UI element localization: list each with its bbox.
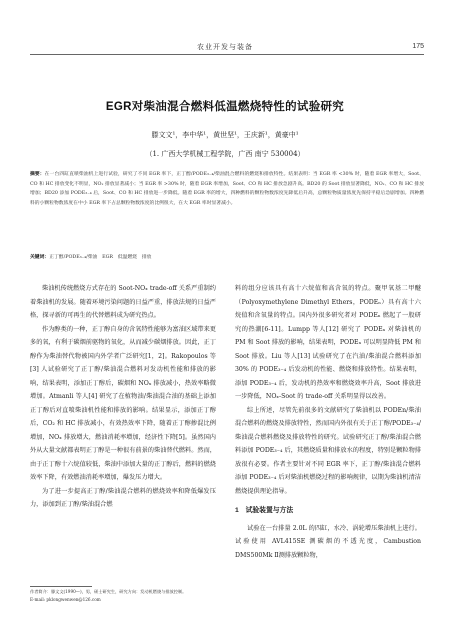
body-paragraph: 为了进一步提高正丁醇/柴油混合燃料的燃烧效率和降低爆发压力，添加到正丁醇/柴油混合燃: [30, 487, 216, 508]
body-right-column: [235, 282, 421, 562]
footnote-rule: [30, 586, 92, 587]
keywords-label: 关键词：: [30, 254, 50, 260]
paper-title: EGR对柴油混合燃料低温燃烧特性的试验研究: [105, 101, 345, 113]
abstract-block: [30, 170, 424, 208]
author-info: 作者简介：滕文文(1990—)，男，硕士研究生，研究方向：发动机燃烧与排放控制。: [30, 589, 187, 594]
section-heading: 1 试验装置与方法: [235, 507, 294, 514]
abstract-text: 在一台四缸直喷柴油机上进行试验，研究了不同 EGR 率下，正丁醇/PODE₃₋₄/柴油混合燃料的燃烧和排放特性。结果表明：当 EGR 率 <30% 时，随着 EGR 率增大，Soot、CO 和 HC 排放变化不明显，NOₓ 排放显著减小；当 EGR 率 >30% 时，随着 EGR 率增加，Soot、CO 和 HC 排放急剧升高。BD20 的 Soot 排放显著降低，NOₓ、CO 和 HC 排放增加；BD20 添加 PODE₃₋₄ 后，Soot、CO 和 HC 排放进一步降低。随着 EGR 率的增大，四种燃料的颗粒物数浓度先降低后升高，总颗粒物质量浓度先保持平稳后急剧增加。四种燃料的小颗粒物数浓度在中小 EGR 率下占总颗粒物数浓度的比例很大，在大 EGR 率时显著减小。: [30, 172, 424, 206]
body-left-column: [30, 282, 216, 512]
header-rule: [30, 54, 424, 55]
author-email: E-mail: pklongwenwen@126.com: [30, 597, 101, 602]
body-paragraph: 料的组分应该具有高十六烷值和高含氧的特点。聚甲氧基二甲醚（Polyoxymethylene Dimethyl Ethers，PODEₙ）具有高十六烷值和含氧量的特点。国内外很多研究者对 PODEₙ 燃起了一股研究的热潮[6-11]。Lumpp 等人[12] 研究了 PODEₙ 对柴油机的 PM 和 Soot 排放的影响，结果表明，PODEₙ 可以明显降低 PM 和 Soot 排放。Liu 等人[13] 试验研究了在汽油/柴油混合燃料添加 30% 的 PODE₃₋₄ 后发动机的性能、燃烧和排放特性。结果表明，添加 PODE₃₋₄ 后，发动机的热效率和燃烧效率升高，Soot 排放进一步降低，NOₓ-Soot 的 trade-off 关系明显得以改善。: [235, 285, 421, 400]
body-paragraph: 柴油机传统燃烧方式存在的 Soot-NOₓ trade-off 关系严重制约着柴油机的发展。随着环境污染问题的日益严重，排放法规的日益严格，探寻新的可再生的代替燃料成为研究热点。: [30, 285, 216, 319]
keywords-block: [30, 253, 424, 263]
page-number: 175: [412, 43, 424, 50]
keywords-text: 正丁醇/PODE₃₋₄/柴油 EGR 低温燃烧 排放: [49, 255, 152, 260]
body-paragraph: 作为醇类的一种，正丁醇自身的含氧特性能够为富油区域带来更多的氧，有利于碳烟前驱物的氧化，从而减少碳烟排放。因此，正丁醇作为柴油替代物被国内外学者广泛研究[1，2]。Rakopoulos 等[3] 人试验研究了正丁醇/柴油混合燃料对发动机性能和排放的影响，结果表明，添加正丁醇后，碳烟和 NOₓ 排放减小，热效率略微增加。Atmanli 等人[4] 研究了在植物油/柴油混合油的基础上添加正丁醇后对直喷柴油机性能和排放的影响。结果显示，添加正丁醇后，CO₂ 和 HC 排放减小，有效热效率下降，随着正丁醇掺混比例增加，NOₓ 排放增大，燃油消耗率增加，经济性下降[5]。虽然国内外从大量文献都表明正丁醇是一种很有前景的柴油替代燃料。然而，由于正丁醇十六烷值较低，柴油中添加大量的正丁醇后，燃料的燃烧效率下降，有效燃油消耗率增加，爆发压力增大。: [30, 325, 216, 481]
abstract-label: 摘要：: [30, 171, 45, 177]
body-paragraph: 综上所述，尽管先前很多的文献研究了柴油机以 PODEn/柴油混合燃料的燃烧及排放特性，然而国内外很有关于正丁醇/PODE₃₋₄/柴油混合燃料燃烧及排放特性的研究。试验研究正丁醇/柴油混合燃料添加 PODE₃₋₄ 后，其燃烧质量和排放水的程度，特别是颗粒物排放很有必要。作者主要针对不同 EGR 率下，正丁醇/柴油混合燃料添加 PODE₃₋₄ 后对柴油机燃烧过程的影响规律，以期为柴油机清洁燃烧提供理论指导。: [235, 406, 421, 495]
footnote: [30, 588, 216, 604]
body-paragraph: 试验在一台排量 2.0L 的四缸，水冷、涡轮增压柴油机上进行。试验使用 AVL415SE 测碳烟的不透光度，Cambustion DMS500Mk Ⅱ测排放颗粒物，: [235, 524, 421, 559]
affiliation-line: （1. 广西大学机械工程学院，广西 南宁 530004）: [145, 150, 305, 158]
authors-line: 滕文文¹，李中华¹，黄世坚¹，王庆新¹，黄豪中¹: [151, 131, 299, 139]
journal-header: 农业开发与装备: [197, 43, 253, 51]
